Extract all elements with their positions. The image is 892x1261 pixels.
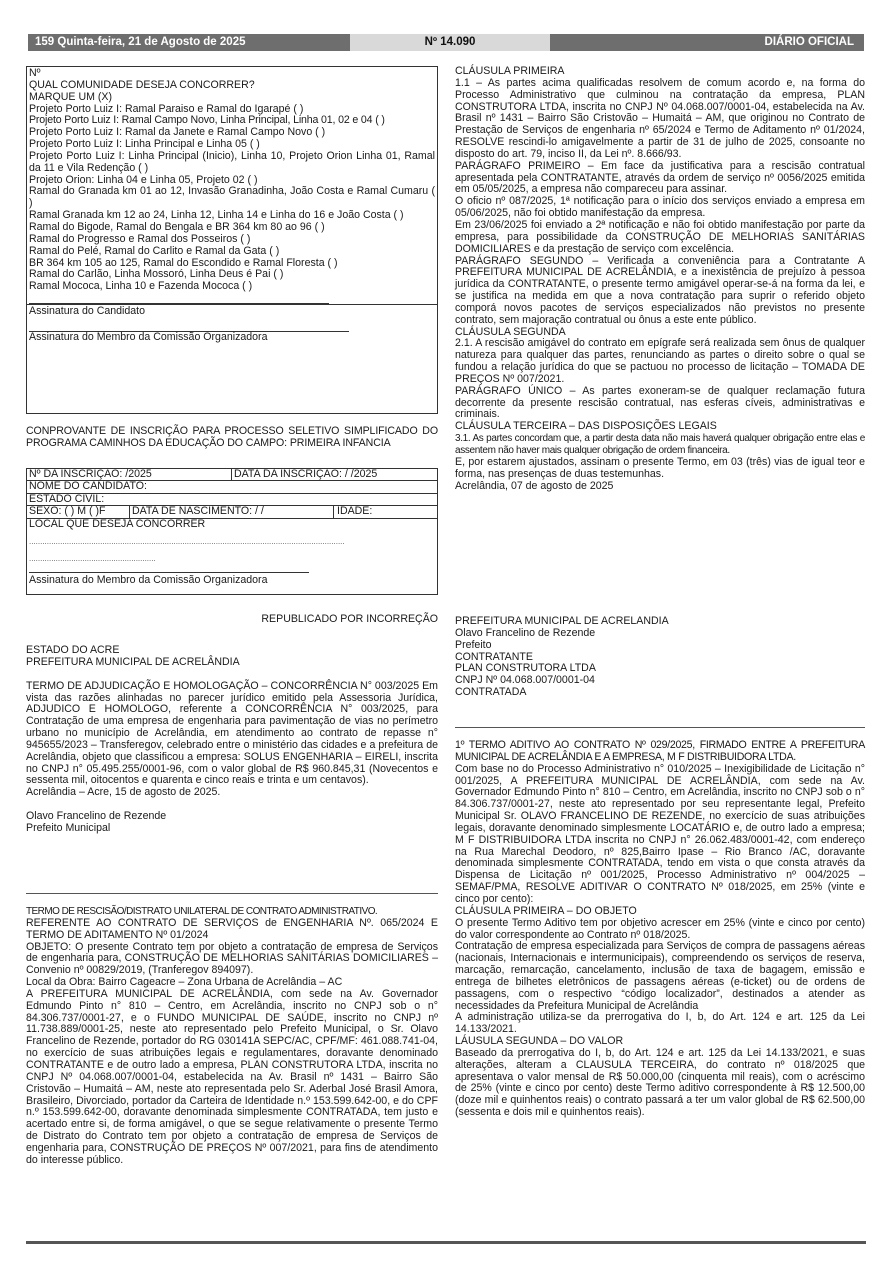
clause-body: PARÁGRAFO SEGUNDO – Verificada a conveniência para a Contratante A PREFEITURA MUNICIPAL DE ACRELÂNDIA, e a inexistência de prejuízo à pessoa jurídica da CONTRATANTE, o presente termo amigável operar-se-á na forma da lei, e se justifica na medida em que a nova contratação para suprir o referido objeto comporá novos pacotes de serviços especializados não previstos no presente contrato, sem majoração contratual ou ônus a este ente público. bbox=[455, 254, 865, 326]
inscription-receipt-form bbox=[26, 468, 438, 595]
clause-body: Em 23/06/2025 foi enviado a 2ª notificação e não foi obtido manifestação por parte da empresa, para possibilidade da CONSTRUÇÃO DE MELHORIAS SANITÁRIAS DOMICILIARES e da prestação de serviço com excelência. bbox=[455, 218, 865, 255]
form-row-nome bbox=[27, 481, 437, 493]
commission-signature-label: Assinatura do Membro da Comissão Organizadora bbox=[29, 573, 268, 586]
clause-body: E, por estarem ajustados, assinam o presente Termo, em 03 (três) vias de igual teor e forma, nas presenças de duas testemunhas. bbox=[455, 455, 865, 480]
inscription-number-label: Nº DA INSCRIÇÃO: /2025 bbox=[29, 469, 152, 480]
candidate-name-label: NOME DO CANDIDATO: bbox=[29, 481, 147, 493]
community-option: Ramal do Granada km 01 ao 12, Invasão Granadinha, João Costa e Ramal Cumaru ( ) bbox=[29, 185, 435, 210]
community-choice-box bbox=[26, 66, 438, 414]
section-divider bbox=[26, 893, 438, 894]
inscription-date-label: DATA DA INSCRIÇÃO: / /2025 bbox=[234, 469, 378, 480]
republished-text: REPUBLICADO POR INCORREÇÃO bbox=[261, 613, 438, 625]
community-option: Projeto Orion: Linha 04 e Linha 05, Projeto 02 ( ) bbox=[29, 173, 258, 186]
section-divider bbox=[455, 727, 865, 728]
clause-body: 1.1 – As partes acima qualificadas resolvem de comum acordo e, na forma do Processo Administrativo que culminou na contratação da empresa, PLAN CONSTRUTORA LTDA, inscrita no CNPJ Nº 04.068.007/0001-04, estabelecida na Av. Brasil nº 1431 – Bairro São Cristovão – Humaitá – AM, que originou no Contrato de Prestação de Serviços de engenharia nº 65/2024 e Termo de Aditamento nº 01/2024, RESOLVE rescindi-lo amigavelmente a partir de 31 de julho de 2025, consoante no disposto do art. 79, inciso II, da Lei nº. 8.666/93. bbox=[455, 76, 865, 160]
termination-title: TERMO DE RESCISÃO/DISTRATO UNILATERAL DE CONTRATO ADMINISTRATIVO. bbox=[26, 906, 378, 917]
comprovante-title bbox=[26, 426, 438, 450]
signature-line bbox=[29, 572, 309, 573]
clause-title: CLÁUSULA PRIMEIRA bbox=[455, 65, 565, 77]
termination-notice bbox=[26, 906, 438, 1167]
prefecture-name: PREFEITURA MUNICIPAL DE ACRELÂNDIA bbox=[26, 655, 240, 668]
community-option: Projeto Porto Luiz I: Linha Principal (Inicio), Linha 10, Projeto Orion Linha 01, Ramal da 11 e Vila Redenção ( ) bbox=[29, 149, 435, 174]
signature-line-text: PLAN CONSTRUTORA LTDA bbox=[455, 662, 596, 675]
community-option: Projeto Porto Luiz I: Ramal Paraiso e Ramal do Igarapé ( ) bbox=[29, 102, 304, 115]
clause-body: 3.1. As partes concordam que, a partir desta data não mais haverá qualquer obrigação entre elas e assentem não haver mais qualquer obrigação de ordem financeira. bbox=[455, 433, 865, 456]
clause-body: A administração utiliza-se da prerrogativa do I, b, do Art. 124 e art. 125 da Lei 14.133/2021. bbox=[455, 1011, 865, 1036]
page-footer-rule bbox=[26, 1241, 866, 1244]
community-option: Projeto Porto Luiz I: Ramal Campo Novo, Linha Principal, Linha 01, 02 e 04 ( ) bbox=[29, 114, 385, 127]
termination-clauses bbox=[455, 66, 865, 492]
form-line: MARQUE UM (X) bbox=[29, 90, 112, 103]
amendment-body: Com base no do Processo Administrativo n° 010/2025 – Inexigibilidade de Licitação n° 001/2025, A PREFEITURA MUNICIPAL DE ACRELÂNDIA, com sede na Av. Governador Edmundo Pinto n° 810 – Centro, em Acrelândia, inscrito no CNPJ sob o n° 84.306.737/0001-27, neste ato representado por seu representante legal, Prefeito Municipal Sr. OLAVO FRANCELINO DE REZENDE, no exercício de suas atribuições legais, doravante denominado simplesmente LOCATÁRIO e, de outro lado a empresa; M F DISTRIBUIDORA LTDA inscrita no CNPJ n° 26.062.483/0001-42, com endereço na Rua Marechal Deodoro, nº 825,Bairro Ipase – Rio Branco /AC, doravante denominada simplesmente CONTRATADA, tendo em vista o que consta através da Dispensa de Licitação nº 001/2025, Processo Administrativo nº 004/2025 –SEMAF/PMA, RESOLVE ADITIVAR O CONTRATO Nº 018/2025, em 25% (vinte e cinco por cento): bbox=[455, 762, 865, 905]
amendment-notice bbox=[455, 740, 865, 1119]
clause-title: CLÁUSULA SEGUNDA bbox=[455, 325, 566, 338]
community-option: BR 364 km 105 ao 125, Ramal do Escondido e Ramal Floresta ( ) bbox=[29, 256, 338, 269]
signature-line-text: PREFEITURA MUNICIPAL DE ACRELANDIA bbox=[455, 615, 669, 627]
clause-body: 2.1. A rescisão amigável do contrato em epígrafe será realizada sem ônus de qualquer natureza para qualquer das partes, renunciando as partes o direito sobre o qual se fundou a relação jurídica do que se pactuou no processo de licitação – TOMADA DE PREÇOS Nº 007/2021. bbox=[455, 337, 865, 385]
marital-status-label: ESTADO CIVIL: bbox=[29, 493, 105, 505]
desired-location-label: LOCAL QUE DESEJA CONCORRER bbox=[29, 517, 206, 530]
header-publication-name: DIÁRIO OFICIAL bbox=[550, 34, 864, 51]
dotted-line: .............................................................................................................................................. bbox=[29, 537, 345, 547]
community-option: Ramal do Bigode, Ramal do Bengala e BR 364 km 80 ao 96 ( ) bbox=[29, 220, 325, 233]
clause-body: PARÁGRAFO PRIMEIRO – Em face da justificativa para a rescisão contratual apresentada pela CONTRATANTE, através da ordem de serviço nº 0056/2025 emitida em 05/05/2025, a empresa não compareceu para assinar. bbox=[455, 159, 865, 196]
termination-object: OBJETO: O presente Contrato tem por objeto a contratação de empresa de Serviços de engenharia para, CONSTRUÇÃO DE MELHORIAS SANITÁRIAS DOMICILIARES – Convenio nº 00829/2019, (Tranferegov 894097). bbox=[26, 940, 438, 977]
sex-label: SEXO: ( ) M ( )F bbox=[29, 506, 106, 518]
page-header bbox=[28, 34, 864, 51]
community-option: Ramal do Progresso e Ramal dos Posseiros ( ) bbox=[29, 232, 251, 245]
form-row-sexo bbox=[27, 506, 437, 518]
adjudication-date: Acrelândia – Acre, 15 de agosto de 2025. bbox=[26, 786, 221, 799]
signing-date: Acrelândia, 07 de agosto de 2025 bbox=[455, 479, 614, 492]
clause-body: O presente Termo Aditivo tem por objetivo acrescer em 25% (vinte e cinco por cento) do valor correspondente ao Contrato nº 018/2025. bbox=[455, 916, 865, 941]
age-label: IDADE: bbox=[337, 506, 373, 518]
candidate-signature-label: Assinatura do Candidato bbox=[29, 305, 146, 318]
clause-title: LÁUSULA SEGUNDA – DO VALOR bbox=[455, 1035, 624, 1048]
form-line: QUAL COMUNIDADE DESEJA CONCORRER? bbox=[29, 78, 255, 91]
community-option: Ramal Granada km 12 ao 24, Linha 12, Linha 14 e Linha do 16 e João Costa ( ) bbox=[29, 209, 404, 222]
signature-line-text: CNPJ Nº 04.068.007/0001-04 bbox=[455, 674, 595, 687]
form-row-inscricao bbox=[27, 469, 437, 481]
form-line: Nº bbox=[29, 67, 41, 79]
signer-name: Olavo Francelino de Rezende bbox=[26, 810, 167, 823]
republished-notice bbox=[26, 614, 438, 626]
signature-line-text: CONTRATADA bbox=[455, 686, 527, 699]
signature-line-text: CONTRATANTE bbox=[455, 650, 533, 663]
birth-date-label: DATA DE NASCIMENTO: / / bbox=[132, 506, 264, 518]
termination-subtitle: REFERENTE AO CONTRATO DE SERVIÇOS de ENGENHARIA Nº. 065/2024 E TERMO DE ADITAMENTO Nº 01/2024 bbox=[26, 916, 438, 941]
header-issue-number: Nº 14.090 bbox=[350, 34, 550, 51]
comprovante-title-text: CONPROVANTE DE INSCRIÇÃO PARA PROCESSO SELETIVO SIMPLIFICADO DO PROGRAMA CAMINHOS DA EDUCAÇÃO DO CAMPO: PRIMEIRA INFANCIA bbox=[26, 425, 438, 449]
community-option: Ramal do Carlão, Linha Mossoró, Linha Deus é Pai ( ) bbox=[29, 268, 284, 281]
form-row-estado-civil bbox=[27, 494, 437, 506]
community-option: Ramal do Pelé, Ramal do Carlito e Ramal da Gata ( ) bbox=[29, 244, 280, 257]
adjudication-body: TERMO DE ADJUDICAÇÃO E HOMOLOGAÇÃO – CONCORRÊNCIA N° 003/2025 Em vista das razões alinhadas no parecer jurídico emitido pela Assessoria Jurídica, ADJUDICO E HOMOLOGO, referente a CONCORRÊNCIA N° 003/2025, para Contratação de uma empresa de engenharia para pavimentação de vias no perímetro urbano no município de Acrelândia, em atendimento ao contrato de repasse n° 945655/2023 – Transferegov, celebrado entre o ministério das cidades e a prefeitura de Acrelândia, objeto que classificou a empresa: SOLUS ENGENHARIA – EIRELI, inscrita no CNPJ n° 05.495.255/0001-96, com o valor global de R$ 960.845,31 (Novecentos e sessenta mil, oitocentos e quarenta e cinco reais e trinta e um centavos). bbox=[26, 679, 438, 787]
clause-body: Contratação de empresa especializada para Serviços de compra de passagens aéreas (nacionais, Internacionais e intermunicipais), compreendendo os serviços de reserva, marcação, remarcação, cancelamento, inclusão de taxa de bagagem, emissão e entrega de bilhetes eletrônicos de passagens aéreas (e-ticket) ou de ordens de passagens, com o respectivo “código localizador”, destinados a atender as necessidades da Prefeitura Municipal de Acrelândia bbox=[455, 940, 865, 1012]
signature-line-text: Prefeito bbox=[455, 638, 492, 651]
state-name: ESTADO DO ACRE bbox=[26, 644, 120, 656]
clause-body: O oficio nº 087/2025, 1ª notificação para o início dos serviços enviado a empresa em 05/06/2025, não foi obtido manifestação da empresa. bbox=[455, 195, 865, 220]
community-options bbox=[29, 68, 435, 293]
signer-role: Prefeito Municipal bbox=[26, 821, 111, 834]
community-option: Projeto Porto Luiz I: Linha Principal e Linha 05 ( ) bbox=[29, 138, 260, 151]
commission-signature-label: Assinatura do Membro da Comissão Organizadora bbox=[29, 330, 268, 343]
clause-body: Baseado da prerrogativa do I, b, do Art. 124 e art. 125 da Lei 14.133/2021, e suas alterações, alteram a CLAUSULA TERCEIRA, do contrato nº 018/2025 que apresentava o valor mensal de R$ 50.000,00 (cinquenta mil reais), com o acréscimo de 25% (vinte e cinco por cento) deste Termo aditivo correspondente à R$ 12.500,00 (doze mil e quinhentos reais) o contrato passará a ter um valor global de R$ 62.500,00 (sessenta e dois mil e quinhentos reais). bbox=[455, 1046, 865, 1119]
adjudication-notice bbox=[26, 645, 438, 835]
form-row-local bbox=[27, 519, 437, 594]
clause-title: CLÁUSULA PRIMEIRA – DO OBJETO bbox=[455, 904, 637, 917]
community-option: Ramal Mococa, Linha 10 e Fazenda Mococa ( ) bbox=[29, 280, 253, 293]
amendment-title: 1º TERMO ADITIVO AO CONTRATO Nº 029/2025, FIRMADO ENTRE A PREFEITURA MUNICIPAL DE ACRELÂNDIA E A EMPRESA, M F DISTRIBUIDORA LTDA. bbox=[455, 739, 865, 763]
termination-location: Local da Obra: Bairro Cageacre – Zona Urbana de Acrelândia – AC bbox=[26, 976, 343, 989]
clause-body: PARÁGRAFO ÚNICO – As partes exoneram-se de qualquer reclamação futura decorrente da presente rescisão contratual, nas esferas cíveis, administrativas e criminais. bbox=[455, 384, 865, 421]
community-option: Projeto Porto Luiz I: Ramal da Janete e Ramal Campo Novo ( ) bbox=[29, 126, 326, 139]
signature-line-text: Olavo Francelino de Rezende bbox=[455, 626, 596, 639]
signature-block bbox=[455, 616, 865, 699]
termination-parties: A PREFEITURA MUNICIPAL DE ACRELÂNDIA, com sede na Av. Governador Edmundo Pinto n° 810 – Centro, em Acrelândia, inscrito no CNPJ sob o n° 84.306.737/0001-27, e o FUNDO MUNICIPAL DE SAÚDE, inscrito no CNPJ nº 11.738.889/0001-25, neste ato representado pelo Prefeito Municipal, o Sr. Olavo Francelino de Rezende, portador do RG 030141A SEPC/AC, CPF/MF: 461.088.741-04, no exercício de suas atribuições legais e regulamentares, doravante denominado CONTRATANTE e de outro lado a empresa, PLAN CONSTRUTORA LTDA, inscrita no CNPJ Nº 04.068.007/0001-04, estabelecida na Av. Brasil nº 1431 – Bairro São Cristovão – Humaitá – AM, neste ato representada pelo Sr. Aderbal José Brasil Amora, Brasileiro, Divorciado, portador da Carteira de Identidade n.º 153.599.642-00, e do CPF n.º 153.599.642-00, doravante denominada simplesmente CONTRATADA, tem justo e acertado entre si, de forma amigável, o que se segue relativamente o presente Termo de Distrato do Contrato tem por objeto a contratação de empresa de Serviços de engenharia para, CONSTRUÇÃO DE PREÇOS Nº 007/2021, para fins de atendimento do interesse público. bbox=[26, 987, 438, 1166]
clause-title: CLÁUSULA TERCEIRA – DAS DISPOSIÇÕES LEGAIS bbox=[455, 420, 717, 433]
dotted-line: ......................................................... bbox=[29, 554, 156, 564]
header-page-date: 159 Quinta-feira, 21 de Agosto de 2025 bbox=[28, 34, 350, 51]
